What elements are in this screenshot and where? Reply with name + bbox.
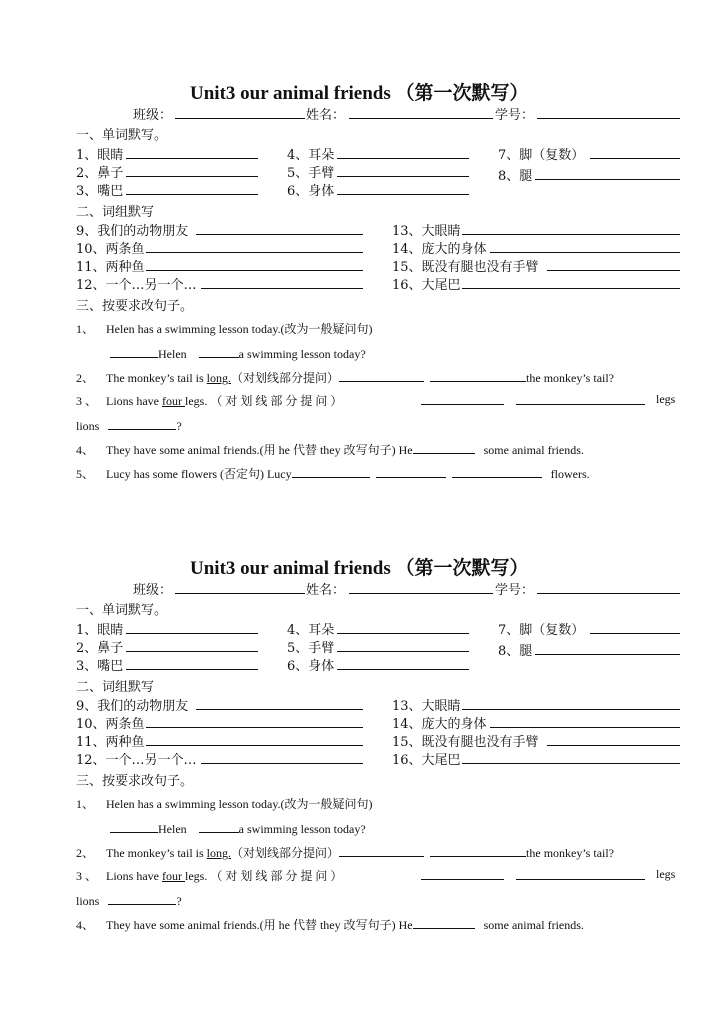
number-field[interactable] xyxy=(537,593,680,594)
word-item: 2、鼻子 xyxy=(76,166,124,181)
section-sentences: 三、按要求改句子。 xyxy=(76,299,194,314)
page-title: Unit3 our animal friends （第一次默写） xyxy=(190,558,529,579)
word-answer-field[interactable] xyxy=(337,669,469,670)
phrase-answer-field[interactable] xyxy=(462,234,680,235)
word-item: 5、手臂 xyxy=(287,166,335,181)
question-1: 1、 Helen has a swimming lesson today.(改为一般疑问句) xyxy=(76,322,373,336)
question-4: 4、 They have some animal friends.(用 he 代替 they 改写句子) He some animal friends. xyxy=(76,440,584,458)
word-answer-field[interactable] xyxy=(126,669,258,670)
phrase-item: 16、大尾巴 xyxy=(392,753,461,768)
answer-blank[interactable] xyxy=(516,404,645,405)
answer-blank[interactable] xyxy=(199,344,239,358)
answer-blank[interactable] xyxy=(339,368,424,382)
answer-blank[interactable] xyxy=(108,416,176,430)
section-words: 一、单词默写。 xyxy=(76,603,168,618)
phrase-answer-field[interactable] xyxy=(146,270,363,271)
section-sentences: 三、按要求改句子。 xyxy=(76,774,194,789)
word-item: 6、身体 xyxy=(287,184,335,199)
phrase-item: 9、我们的动物朋友 xyxy=(76,224,189,239)
phrase-answer-field[interactable] xyxy=(490,727,680,728)
answer-blank[interactable] xyxy=(452,464,542,478)
answer-blank[interactable] xyxy=(516,879,645,880)
phrase-item: 13、大眼睛 xyxy=(392,699,461,714)
name-field[interactable] xyxy=(349,118,493,119)
answer-blank[interactable] xyxy=(430,368,526,382)
phrase-item: 9、我们的动物朋友 xyxy=(76,699,189,714)
phrase-answer-field[interactable] xyxy=(201,763,363,764)
class-label: 班级： xyxy=(133,583,173,598)
word-item: 4、耳朵 xyxy=(287,148,335,163)
question-2: 2、 The monkey’s tail is long.（对划线部分提问） the monkey’s tail? xyxy=(76,843,614,861)
section-phrases: 二、词组默写 xyxy=(76,205,155,220)
word-item: 3、嘴巴 xyxy=(76,659,124,674)
class-field[interactable] xyxy=(175,593,305,594)
answer-blank[interactable] xyxy=(421,404,504,405)
name-label: 姓名： xyxy=(306,108,346,123)
word-item: 8、腿 xyxy=(498,169,533,184)
number-field[interactable] xyxy=(537,118,680,119)
phrase-item: 16、大尾巴 xyxy=(392,278,461,293)
question-2: 2、 The monkey’s tail is long.（对划线部分提问） the monkey’s tail? xyxy=(76,368,614,386)
answer-blank[interactable] xyxy=(413,915,475,929)
phrase-answer-field[interactable] xyxy=(146,252,363,253)
name-field[interactable] xyxy=(349,593,493,594)
word-answer-field[interactable] xyxy=(337,194,469,195)
word-answer-field[interactable] xyxy=(590,633,680,634)
word-answer-field[interactable] xyxy=(126,651,258,652)
word-answer-field[interactable] xyxy=(126,158,258,159)
answer-blank[interactable] xyxy=(110,819,158,833)
question-5: 5、 Lucy has some flowers (否定句) Lucy flowers. xyxy=(76,464,590,482)
answer-blank[interactable] xyxy=(292,464,370,478)
answer-blank[interactable] xyxy=(339,843,424,857)
phrase-answer-field[interactable] xyxy=(547,270,680,271)
question-3: 3 、 Lions have four legs. （ 对 划 线 部 分 提 问 ） xyxy=(76,394,343,408)
answer-blank[interactable] xyxy=(110,344,158,358)
phrase-item: 12、一个…另一个… xyxy=(76,278,197,293)
word-item: 2、鼻子 xyxy=(76,641,124,656)
phrase-answer-field[interactable] xyxy=(462,763,680,764)
question-4: 4、 They have some animal friends.(用 he 代替 they 改写句子) He some animal friends. xyxy=(76,915,584,933)
word-item: 1、眼睛 xyxy=(76,148,124,163)
word-answer-field[interactable] xyxy=(337,651,469,652)
word-item: 5、手臂 xyxy=(287,641,335,656)
word-answer-field[interactable] xyxy=(535,179,680,180)
answer-blank[interactable] xyxy=(376,464,446,478)
answer-blank[interactable] xyxy=(430,843,526,857)
answer-blank[interactable] xyxy=(199,819,239,833)
word-answer-field[interactable] xyxy=(126,194,258,195)
word-item: 7、脚（复数） xyxy=(498,148,585,163)
phrase-answer-field[interactable] xyxy=(462,288,680,289)
phrase-item: 13、大眼睛 xyxy=(392,224,461,239)
question-1: 1、 Helen has a swimming lesson today.(改为一般疑问句) xyxy=(76,797,373,811)
phrase-answer-field[interactable] xyxy=(196,709,363,710)
question-3: 3 、 Lions have four legs. （ 对 划 线 部 分 提 问 ） xyxy=(76,869,343,883)
word-answer-field[interactable] xyxy=(126,633,258,634)
number-label: 学号： xyxy=(495,108,535,123)
phrase-answer-field[interactable] xyxy=(201,288,363,289)
page-title: Unit3 our animal friends （第一次默写） xyxy=(190,83,529,104)
phrase-item: 15、既没有腿也没有手臂 xyxy=(392,260,539,275)
phrase-answer-field[interactable] xyxy=(146,745,363,746)
answer-blank[interactable] xyxy=(413,440,475,454)
name-label: 姓名： xyxy=(306,583,346,598)
word-item: 4、耳朵 xyxy=(287,623,335,638)
phrase-item: 15、既没有腿也没有手臂 xyxy=(392,735,539,750)
class-field[interactable] xyxy=(175,118,305,119)
answer-blank[interactable] xyxy=(421,879,504,880)
question-1-answer: Helen a swimming lesson today? xyxy=(110,344,366,362)
word-item: 3、嘴巴 xyxy=(76,184,124,199)
question-3-cont: lions ? xyxy=(76,416,182,434)
word-item: 8、腿 xyxy=(498,644,533,659)
section-phrases: 二、词组默写 xyxy=(76,680,155,695)
phrase-item: 14、庞大的身体 xyxy=(392,242,487,257)
phrase-item: 14、庞大的身体 xyxy=(392,717,487,732)
answer-blank[interactable] xyxy=(108,891,176,905)
word-answer-field[interactable] xyxy=(590,158,680,159)
section-words: 一、单词默写。 xyxy=(76,128,168,143)
word-answer-field[interactable] xyxy=(337,633,469,634)
phrase-answer-field[interactable] xyxy=(490,252,680,253)
question-3-legs: legs xyxy=(656,392,676,406)
question-3-cont: lions ? xyxy=(76,891,182,909)
phrase-item: 11、两种鱼 xyxy=(76,735,145,750)
word-item: 6、身体 xyxy=(287,659,335,674)
word-answer-field[interactable] xyxy=(337,158,469,159)
phrase-item: 10、两条鱼 xyxy=(76,242,145,257)
word-answer-field[interactable] xyxy=(337,176,469,177)
phrase-answer-field[interactable] xyxy=(146,727,363,728)
phrase-answer-field[interactable] xyxy=(547,745,680,746)
question-1-answer: Helen a swimming lesson today? xyxy=(110,819,366,837)
phrase-item: 12、一个…另一个… xyxy=(76,753,197,768)
phrase-item: 11、两种鱼 xyxy=(76,260,145,275)
phrase-answer-field[interactable] xyxy=(196,234,363,235)
word-answer-field[interactable] xyxy=(535,654,680,655)
word-item: 1、眼睛 xyxy=(76,623,124,638)
word-answer-field[interactable] xyxy=(126,176,258,177)
word-item: 7、脚（复数） xyxy=(498,623,585,638)
phrase-item: 10、两条鱼 xyxy=(76,717,145,732)
phrase-answer-field[interactable] xyxy=(462,709,680,710)
question-3-legs: legs xyxy=(656,867,676,881)
number-label: 学号： xyxy=(495,583,535,598)
class-label: 班级： xyxy=(133,108,173,123)
